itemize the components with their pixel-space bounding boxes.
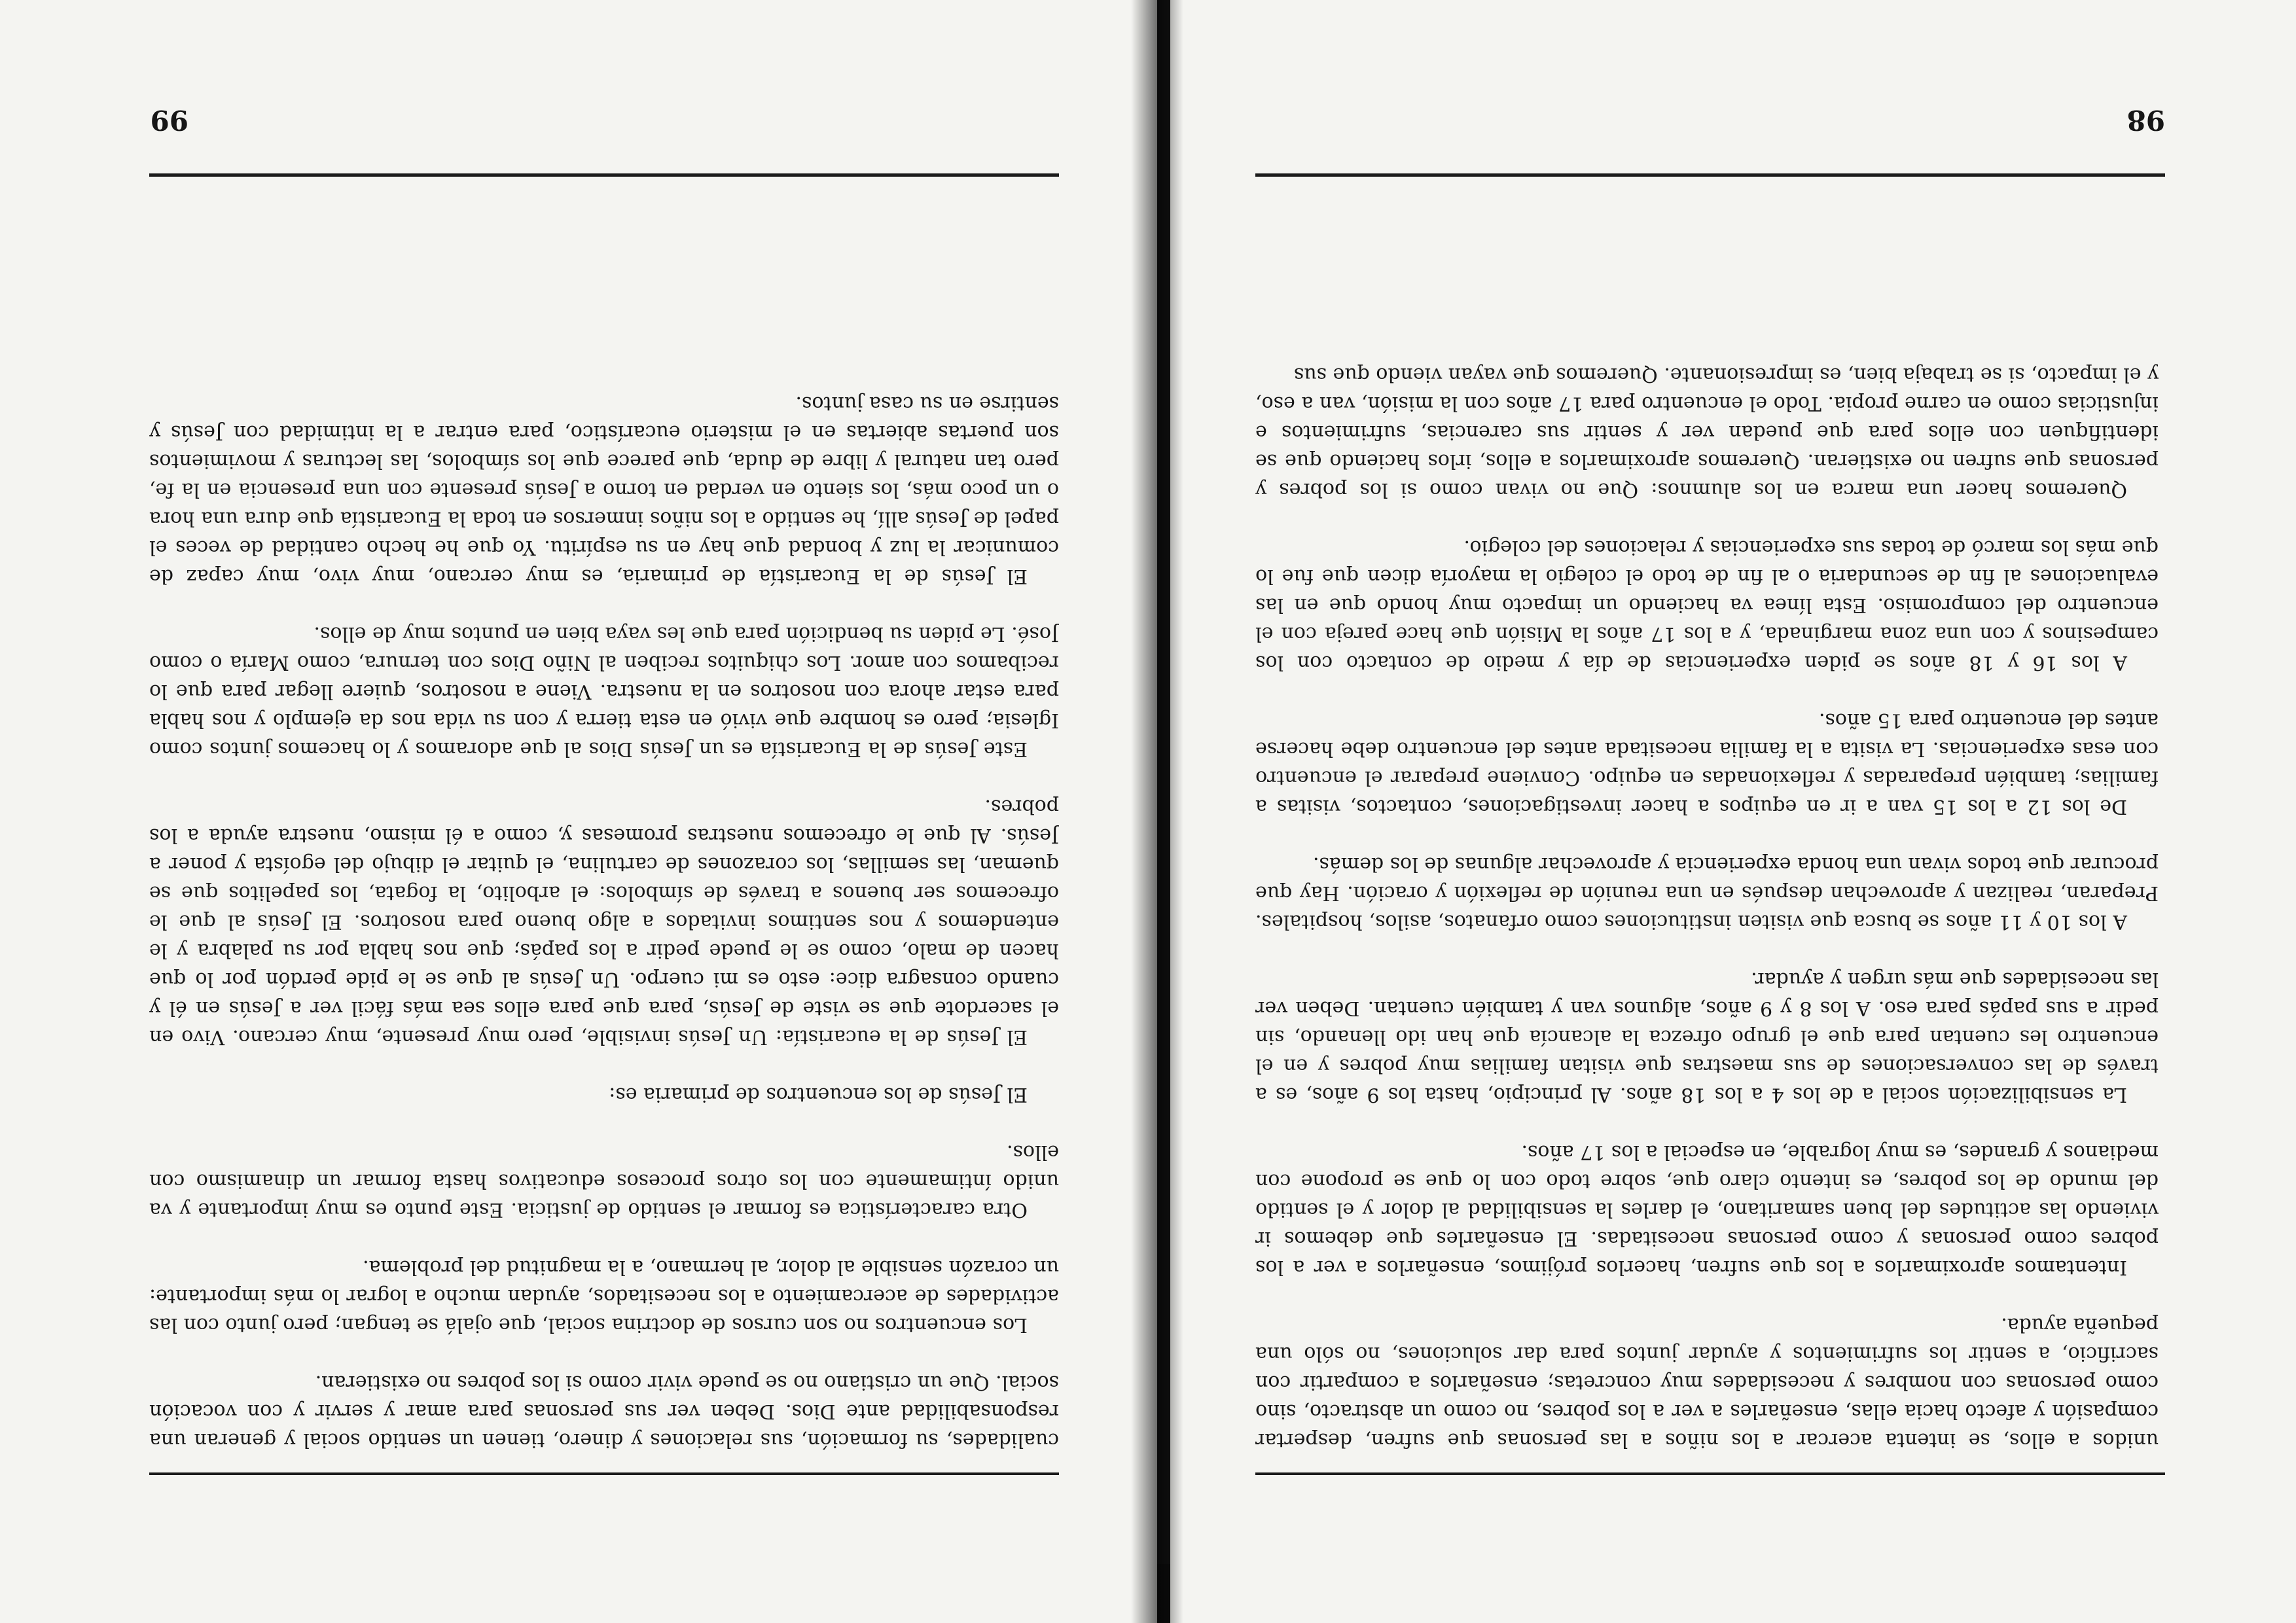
paragraph: La sensibilización social a de los 4 a los 18 años. Al principio, hasta los 9 años, es a través de las conversaciones de sus maestras que visitan familias muy pobres y en el encuentro les cuentan para que el grupo ofrezca la alcancía que han ido llenando, sin pedir a sus papás para eso. A los 8 y 9 años, algunos van y también cuentan. Deben ver las necesidades que más urgen y ayudar.: [1255, 968, 2159, 1106]
section-heading: El Jesús de los encuentros de primaria es:: [609, 1083, 1028, 1106]
paragraph: De los 12 a los 15 van a ir en equipos a hacer investigaciones, contactos, visitas a familias; también preparadas y reflexionadas en equipo. Conviene preparar el encuentro con esas experiencias. La visita a la familia necesitada antes del encuentro debe hacerse antes del encuentro para 15 años.: [1255, 709, 2159, 818]
paragraph: A los 16 y 18 años se piden experiencias de día y medio de contacto con los campesinos y con una zona marginada, y a los 17 años la Misión que hace pareja con el encuentro del compromiso. Esta línea va haciendo un impacto muy hondo que en las evaluaciones al fin de secundaria o al fin de todo el colegio la mayoría dicen que fue lo que más los marcó de todas sus experiencias y relaciones del colegio.: [1255, 536, 2159, 674]
left-page-body: [1255, 198, 2159, 1454]
paragraph: A los 10 y 11 años se busca que visiten instituciones como orfanatos, asilos, hospitales. Preparan, realizan y aprovechan después en una reunión de reflexión y oración. Hay que procurar que todos vivan una honda experiencia y aprovechar algunas de los demás.: [1255, 853, 2159, 933]
header-rule: [1255, 1472, 2165, 1475]
paragraph: cualidades, su formación, sus relaciones y dinero, tienen un sentido social y generan una responsabilidad ante Dios. Deben ver sus personas para amar y servir y con vocación social. Que un cristiano no se puede vivir como si los pobres no existieran.: [149, 1371, 1059, 1452]
right-page-body: [149, 198, 1059, 1454]
page-number-left: 98: [2126, 104, 2165, 136]
paragraph: unidos a ellos, se intenta acercar a los niños a las personas que sufren, despertar compasión y afecto hacia ellas, enseñarles a ver a los pobres, no como un abstracto, sino como personas con nombres y necesidades muy concretas; enseñarlos a compartir con sacrificio, a sentir los sufrimientos y ayudar juntos para dar soluciones, no sólo una pequeña ayuda.: [1255, 1313, 2159, 1452]
left-page: [1170, 0, 2296, 1623]
paragraph: El Jesús de la eucaristía: Un Jesús invisible, pero muy presente, muy cercano. Vivo en el sacerdote que se viste de Jesús, para que para ellos sea más fácil ver a Jesús en él y cuando consagra dice: esto es mi cuerpo. Un Jesús al que se le pide perdón por lo que hacen de malo, como se le puede pedir a los papás; que nos habla por su palabra y le entendemos y nos sentimos invitados a algo bueno para nosotros. El Jesús al que le ofrecemos ser buenos a través de símbolos: el arbolito, la fogata, los papelitos que se queman, las semillas, los corazones de cartulina, el quitar el dibujo del egoísta y poner a Jesús. Al que le ofrecemos nuestras promesas y, como a él mismo, nuestra ayuda a los pobres.: [149, 795, 1059, 1048]
book-gutter: [1131, 0, 1183, 1623]
paragraph: El Jesús de la Eucaristía de primaria, es muy cercano, muy vivo, muy capaz de comunicar la luz y bondad que hay en su espíritu. Yo que he hecho cantidad de veces el papel de Jesús allí, he sentido a los niños inmersos en toda la Eucaristía que dura una hora o un poco más, los siento en verdad en torno a Jesús presente con una presencia en la fe, pero tan natural y libre de duda, que parece que los símbolos, las lecturas y movimientos son puertas abiertas en el misterio eucarístico, para entrar a la intimidad con Jesús y sentirse en su casa juntos.: [149, 392, 1059, 588]
header-rule: [149, 1472, 1059, 1475]
paragraph: Intentamos aproximarlos a los que sufren, hacerlos prójimos, enseñarlos a ver a los pobres como personas y como personas necesitadas. El enseñarles que debemos ir viviendo las actitudes del buen samaritano, el darles la sensibilidad al dolor y el sentido del mundo de los pobres, es intento claro que, sobre todo con lo que se propone con medianos y grandes, es muy lograble, en especial a los 17 años.: [1255, 1141, 2159, 1279]
page-number-right: 99: [150, 104, 188, 136]
paragraph: Los encuentros no son cursos de doctrina social, que ojalá se tengan; pero junto con las actividades de acercamiento a los necesitados, ayudan mucho a lograr lo más importante: un corazón sensible al dolor, al hermano, a la magnitud del problema.: [149, 1256, 1059, 1336]
paragraph: Otra característica es formar el sentido de justicia. Este punto es muy importante y va unido íntimamente con los otros procesos educativos hasta formar un dinamismo con ellos.: [149, 1141, 1059, 1221]
footer-rule: [1255, 173, 2165, 177]
paragraph: Este Jesús de la Eucaristía es un Jesús Dios al que adoramos y lo hacemos juntos como Iglesia; pero es hombre que vivió en esta tierra y con su vida nos da ejemplo y nos habla para estar ahora con nosotros en la nuestra. Viene a nosotros, quiere llegar para que lo recibamos con amor. Los chiquitos reciben al Niño Dios con ternura, como María o como José. Le piden su bendición para que les vaya bien en puntos muy de ellos.: [149, 622, 1059, 760]
footer-rule: [149, 173, 1059, 177]
paragraph: Queremos hacer una marca en los alumnos: Que no vivan como si los pobres y personas que sufren no existieran. Queremos aproximarlos a ellos, irlos haciendo que se identifiquen con ellos para que puedan ver y sentir sus carencias, sufrimientos e injusticias como en carne propia. Todo el encuentro para 17 años con la misión, van a eso, y el impacto, si se trabaja bien, es impresionante. Queremos que vayan viendo que sus: [1255, 363, 2159, 501]
